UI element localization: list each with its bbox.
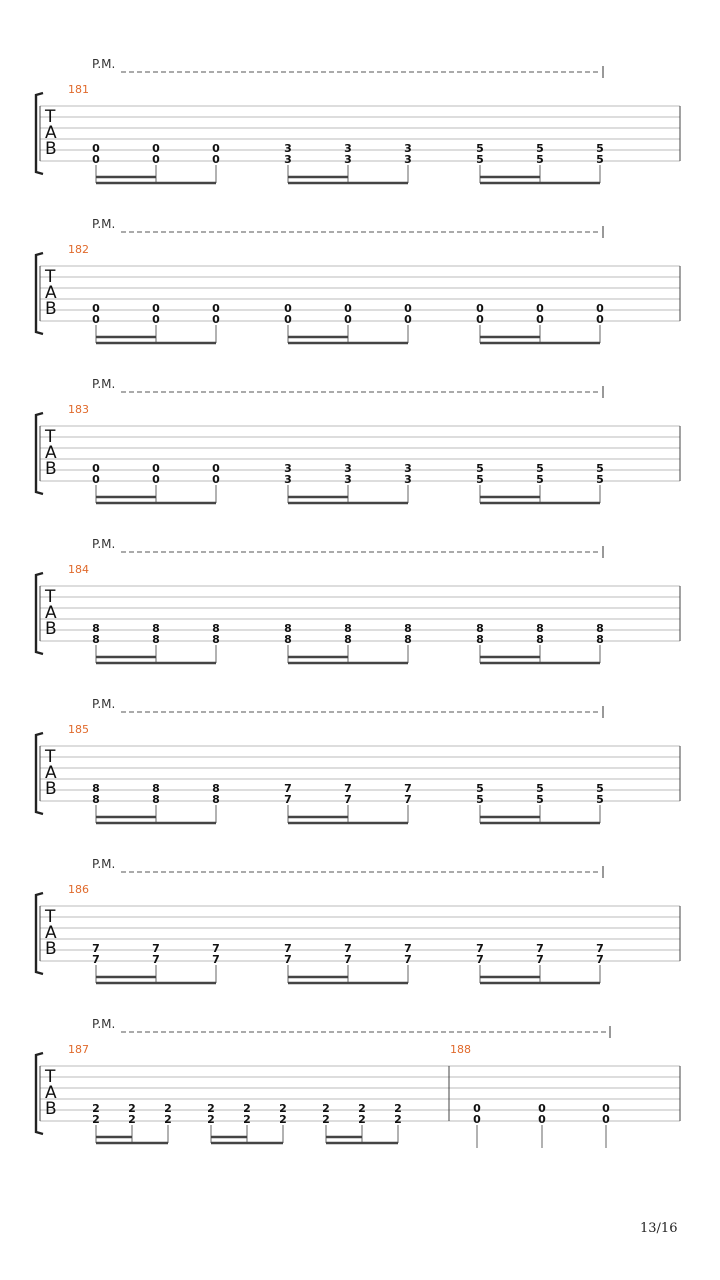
fret-number: 0 — [92, 142, 100, 155]
fret-number: 8 — [404, 633, 412, 646]
fret-number: 5 — [596, 793, 604, 806]
fret-number: 7 — [284, 942, 292, 955]
fret-number: 8 — [344, 633, 352, 646]
fret-number: 0 — [404, 302, 412, 315]
fret-number: 0 — [212, 473, 220, 486]
measure-number: 187 — [68, 1043, 89, 1056]
fret-number: 7 — [536, 942, 544, 955]
fret-number: 0 — [602, 1102, 610, 1115]
fret-number: 8 — [92, 793, 100, 806]
fret-number: 0 — [92, 462, 100, 475]
fret-number: 2 — [92, 1102, 100, 1115]
palm-mute-label: P.M. — [92, 377, 116, 391]
fret-number: 0 — [92, 302, 100, 315]
tab-clef-letter: A — [45, 1083, 57, 1103]
fret-number: 3 — [284, 462, 292, 475]
fret-number: 8 — [152, 633, 160, 646]
fret-number: 5 — [596, 462, 604, 475]
palm-mute-label: P.M. — [92, 537, 116, 551]
fret-number: 8 — [92, 622, 100, 635]
fret-number: 8 — [92, 633, 100, 646]
fret-number: 0 — [284, 302, 292, 315]
fret-number: 7 — [152, 953, 160, 966]
fret-number: 5 — [536, 153, 544, 166]
fret-number: 7 — [344, 953, 352, 966]
fret-number: 7 — [404, 793, 412, 806]
fret-number: 0 — [538, 1102, 546, 1115]
fret-number: 2 — [243, 1102, 251, 1115]
fret-number: 2 — [207, 1113, 215, 1126]
fret-number: 0 — [152, 142, 160, 155]
fret-number: 0 — [152, 473, 160, 486]
tab-clef-letter: A — [45, 443, 57, 463]
fret-number: 8 — [212, 782, 220, 795]
fret-number: 8 — [476, 622, 484, 635]
tab-clef-letter: T — [45, 907, 56, 927]
tab-clef-letter: B — [45, 139, 57, 159]
tab-clef-letter: T — [45, 587, 56, 607]
fret-number: 2 — [128, 1102, 136, 1115]
fret-number: 7 — [596, 953, 604, 966]
fret-number: 5 — [536, 142, 544, 155]
fret-number: 0 — [538, 1113, 546, 1126]
fret-number: 8 — [596, 633, 604, 646]
fret-number: 2 — [164, 1113, 172, 1126]
fret-number: 7 — [536, 953, 544, 966]
fret-number: 7 — [284, 782, 292, 795]
fret-number: 8 — [284, 622, 292, 635]
fret-number: 5 — [536, 462, 544, 475]
fret-number: 3 — [284, 153, 292, 166]
palm-mute-label: P.M. — [92, 857, 116, 871]
fret-number: 8 — [536, 622, 544, 635]
tab-clef-letter: B — [45, 779, 57, 799]
fret-number: 0 — [92, 153, 100, 166]
fret-number: 2 — [358, 1102, 366, 1115]
tab-clef-letter: A — [45, 603, 57, 623]
fret-number: 3 — [284, 473, 292, 486]
fret-number: 8 — [212, 793, 220, 806]
fret-number: 0 — [92, 313, 100, 326]
measure-number: 186 — [68, 883, 89, 896]
fret-number: 7 — [344, 793, 352, 806]
tab-clef-letter: B — [45, 939, 57, 959]
fret-number: 7 — [404, 782, 412, 795]
fret-number: 0 — [152, 302, 160, 315]
tab-clef-letter: B — [45, 299, 57, 319]
tab-clef-letter: T — [45, 267, 56, 287]
tab-clef-letter: T — [45, 747, 56, 767]
measure-number: 185 — [68, 723, 89, 736]
fret-number: 7 — [152, 942, 160, 955]
fret-number: 2 — [279, 1102, 287, 1115]
fret-number: 7 — [404, 953, 412, 966]
fret-number: 0 — [344, 313, 352, 326]
fret-number: 7 — [344, 942, 352, 955]
fret-number: 3 — [344, 142, 352, 155]
fret-number: 3 — [404, 142, 412, 155]
fret-number: 0 — [473, 1113, 481, 1126]
fret-number: 8 — [212, 633, 220, 646]
measure-number: 183 — [68, 403, 89, 416]
fret-number: 2 — [207, 1102, 215, 1115]
fret-number: 2 — [322, 1113, 330, 1126]
tab-clef-letter: B — [45, 1099, 57, 1119]
fret-number: 5 — [536, 473, 544, 486]
fret-number: 5 — [476, 473, 484, 486]
palm-mute-label: P.M. — [92, 57, 116, 71]
fret-number: 7 — [344, 782, 352, 795]
fret-number: 0 — [212, 462, 220, 475]
fret-number: 8 — [404, 622, 412, 635]
fret-number: 0 — [476, 313, 484, 326]
tab-clef-letter: A — [45, 283, 57, 303]
fret-number: 5 — [476, 782, 484, 795]
tab-clef-letter: A — [45, 123, 57, 143]
fret-number: 8 — [344, 622, 352, 635]
fret-number: 5 — [596, 782, 604, 795]
fret-number: 8 — [152, 793, 160, 806]
fret-number: 0 — [596, 302, 604, 315]
fret-number: 0 — [212, 142, 220, 155]
tab-clef-letter: T — [45, 1067, 56, 1087]
fret-number: 5 — [476, 793, 484, 806]
fret-number: 7 — [212, 953, 220, 966]
fret-number: 5 — [476, 462, 484, 475]
fret-number: 2 — [92, 1113, 100, 1126]
fret-number: 3 — [344, 153, 352, 166]
fret-number: 2 — [394, 1102, 402, 1115]
fret-number: 5 — [596, 153, 604, 166]
fret-number: 2 — [128, 1113, 136, 1126]
fret-number: 3 — [344, 473, 352, 486]
fret-number: 0 — [404, 313, 412, 326]
fret-number: 0 — [284, 313, 292, 326]
fret-number: 3 — [404, 153, 412, 166]
fret-number: 0 — [212, 153, 220, 166]
tab-clef-letter: B — [45, 619, 57, 639]
fret-number: 7 — [404, 942, 412, 955]
fret-number: 5 — [596, 473, 604, 486]
fret-number: 3 — [344, 462, 352, 475]
measure-number: 184 — [68, 563, 89, 576]
fret-number: 0 — [92, 473, 100, 486]
fret-number: 8 — [284, 633, 292, 646]
tab-clef-letter: T — [45, 427, 56, 447]
fret-number: 0 — [152, 313, 160, 326]
fret-number: 2 — [164, 1102, 172, 1115]
fret-number: 2 — [358, 1113, 366, 1126]
fret-number: 8 — [476, 633, 484, 646]
tab-clef-letter: A — [45, 923, 57, 943]
fret-number: 7 — [476, 953, 484, 966]
measure-number: 182 — [68, 243, 89, 256]
fret-number: 8 — [212, 622, 220, 635]
fret-number: 5 — [476, 153, 484, 166]
fret-number: 0 — [344, 302, 352, 315]
fret-number: 8 — [92, 782, 100, 795]
fret-number: 8 — [152, 782, 160, 795]
fret-number: 2 — [243, 1113, 251, 1126]
fret-number: 0 — [536, 302, 544, 315]
fret-number: 0 — [473, 1102, 481, 1115]
fret-number: 0 — [152, 462, 160, 475]
fret-number: 7 — [284, 953, 292, 966]
fret-number: 0 — [476, 302, 484, 315]
fret-number: 7 — [476, 942, 484, 955]
fret-number: 7 — [596, 942, 604, 955]
palm-mute-label: P.M. — [92, 217, 116, 231]
measure-number: 188 — [450, 1043, 471, 1056]
fret-number: 8 — [536, 633, 544, 646]
page-number: 13/16 — [640, 1221, 678, 1236]
fret-number: 0 — [152, 153, 160, 166]
fret-number: 5 — [476, 142, 484, 155]
fret-number: 8 — [152, 622, 160, 635]
measure-number: 181 — [68, 83, 89, 96]
fret-number: 3 — [284, 142, 292, 155]
fret-number: 8 — [596, 622, 604, 635]
tab-clef-letter: A — [45, 763, 57, 783]
fret-number: 5 — [596, 142, 604, 155]
fret-number: 7 — [284, 793, 292, 806]
tab-clef-letter: T — [45, 107, 56, 127]
fret-number: 7 — [92, 953, 100, 966]
fret-number: 2 — [279, 1113, 287, 1126]
palm-mute-label: P.M. — [92, 697, 116, 711]
fret-number: 3 — [404, 473, 412, 486]
fret-number: 0 — [212, 302, 220, 315]
fret-number: 7 — [212, 942, 220, 955]
fret-number: 2 — [394, 1113, 402, 1126]
fret-number: 2 — [322, 1102, 330, 1115]
fret-number: 5 — [536, 793, 544, 806]
fret-number: 0 — [536, 313, 544, 326]
fret-number: 0 — [602, 1113, 610, 1126]
fret-number: 0 — [596, 313, 604, 326]
tab-clef-letter: B — [45, 459, 57, 479]
palm-mute-label: P.M. — [92, 1017, 116, 1031]
fret-number: 7 — [92, 942, 100, 955]
fret-number: 0 — [212, 313, 220, 326]
fret-number: 3 — [404, 462, 412, 475]
fret-number: 5 — [536, 782, 544, 795]
